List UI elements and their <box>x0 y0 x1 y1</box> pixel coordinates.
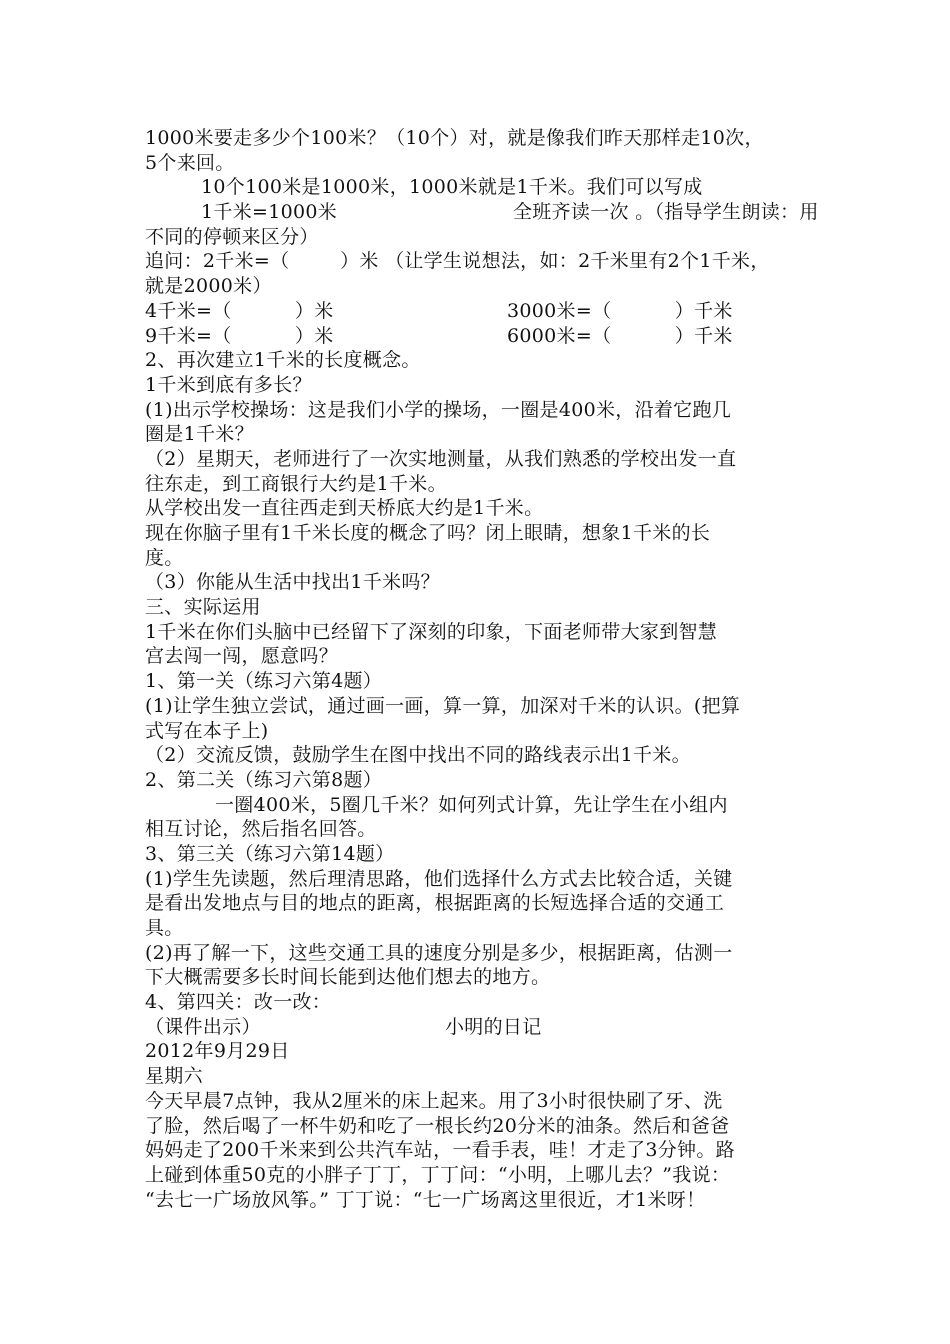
diary-title: 小明的日记 <box>445 1015 542 1038</box>
text-line: 1千米到底有多长？ <box>145 373 312 396</box>
text-line: 宫去闯一闯，愿意吗？ <box>145 645 339 668</box>
text-line <box>145 324 815 349</box>
exercise-blank: 9千米=（ ）米 <box>145 324 334 347</box>
text-line: (1)让学生独立尝试，通过画一画，算一算，加深对千米的认识。(把算 <box>145 694 741 717</box>
text-line: 追问：2千米=（ ）米 （让学生说想法，如：2千米里有2个1千米， <box>145 250 770 273</box>
exercise-blank: 6000米=（ ）千米 <box>507 324 733 347</box>
section-heading: 2、第二关（练习六第8题） <box>145 768 383 791</box>
text-line: 下大概需要多长时间长能到达他们想去的地方。 <box>145 966 551 989</box>
text-line: 就是2000米） <box>145 275 272 298</box>
text-line <box>145 299 815 324</box>
text-line: 1千米在你们头脑中已经留下了深刻的印象，下面老师带大家到智慧 <box>145 620 718 643</box>
section-heading: 4、第四关：改一改： <box>145 991 332 1014</box>
exercise-blank: 3000米=（ ）千米 <box>507 299 733 322</box>
text-line: 上碰到体重50克的小胖子丁丁，丁丁问：“小明，上哪儿去？”我说： <box>145 1163 731 1186</box>
text-line: 是看出发地点与目的地点的距离，根据距离的长短选择合适的交通工 <box>145 892 725 915</box>
section-heading: 3、第三关（练习六第14题） <box>145 842 395 865</box>
text-line: 现在你脑子里有1千米长度的概念了吗？闭上眼睛，想象1千米的长 <box>145 522 711 544</box>
section-heading: 1、第一关（练习六第4题） <box>145 670 383 693</box>
text-segment: 1千米=1000米 <box>201 201 338 224</box>
text-line: 10个100米是1000米，1000米就是1千米。我们可以写成 <box>201 176 703 199</box>
diary-date: 2012年9月29日 <box>145 1040 290 1063</box>
text-line: 妈妈走了200千米来到公共汽车站，一看手表，哇！才走了3分钟。路 <box>145 1139 735 1162</box>
section-heading: 三、实际运用 <box>145 596 261 619</box>
text-line: （2）星期天，老师进行了一次实地测量，从我们熟悉的学校出发一直 <box>145 447 737 470</box>
text-line: 圈是1千米？ <box>145 423 254 446</box>
text-line: 了脸，然后喝了一杯牛奶和吃了一根长约20分米的油条。然后和爸爸 <box>145 1114 730 1137</box>
text-line: 从学校出发一直往西走到天桥底大约是1千米。 <box>145 497 544 520</box>
exercise-blank: 4千米=（ ）米 <box>145 299 334 322</box>
text-line: (1)出示学校操场：这是我们小学的操场，一圈是400米，沿着它跑几 <box>145 398 732 421</box>
document-page <box>145 126 819 1212</box>
text-line: 5个来回。 <box>145 151 235 174</box>
text-line: 今天早晨7点钟，我从2厘米的床上起来。用了3小时很快刷了牙、洗 <box>145 1089 723 1112</box>
text-line: 1000米要走多少个100米？（10个）对，就是像我们昨天那样走10次， <box>145 127 764 149</box>
text-line: 不同的停顿来区分） <box>145 225 319 248</box>
text-line: 一圈400米，5圈几千米？如何列式计算，先让学生在小组内 <box>215 793 728 816</box>
text-line: 具。 <box>145 917 184 939</box>
diary-weekday: 星期六 <box>145 1065 203 1088</box>
text-line: （2）交流反馈，鼓励学生在图中找出不同的路线表示出1千米。 <box>145 744 691 767</box>
text-line <box>145 200 819 225</box>
text-line: 相互讨论，然后指名回答。 <box>145 818 377 841</box>
section-heading: 2、再次建立1千米的长度概念。 <box>145 349 421 372</box>
text-segment: （课件出示） <box>145 1015 261 1038</box>
text-line: “去七一广场放风筝。” 丁丁说：“七一广场离这里很近，才1米呀！ <box>145 1188 706 1211</box>
text-line: 往东走，到工商银行大约是1千米。 <box>145 472 447 495</box>
text-line: (1)学生先读题，然后理清思路，他们选择什么方式去比较合适，关键 <box>145 867 733 890</box>
text-line <box>145 1015 815 1040</box>
text-line: (2)再了解一下，这些交通工具的速度分别是多少，根据距离，估测一 <box>145 941 733 964</box>
text-segment: 全班齐读一次 。（指导学生朗读：用 <box>513 201 819 224</box>
text-line: 度。 <box>145 546 184 569</box>
text-line: 式写在本子上) <box>145 719 269 742</box>
text-line: （3）你能从生活中找出1千米吗？ <box>145 571 440 594</box>
